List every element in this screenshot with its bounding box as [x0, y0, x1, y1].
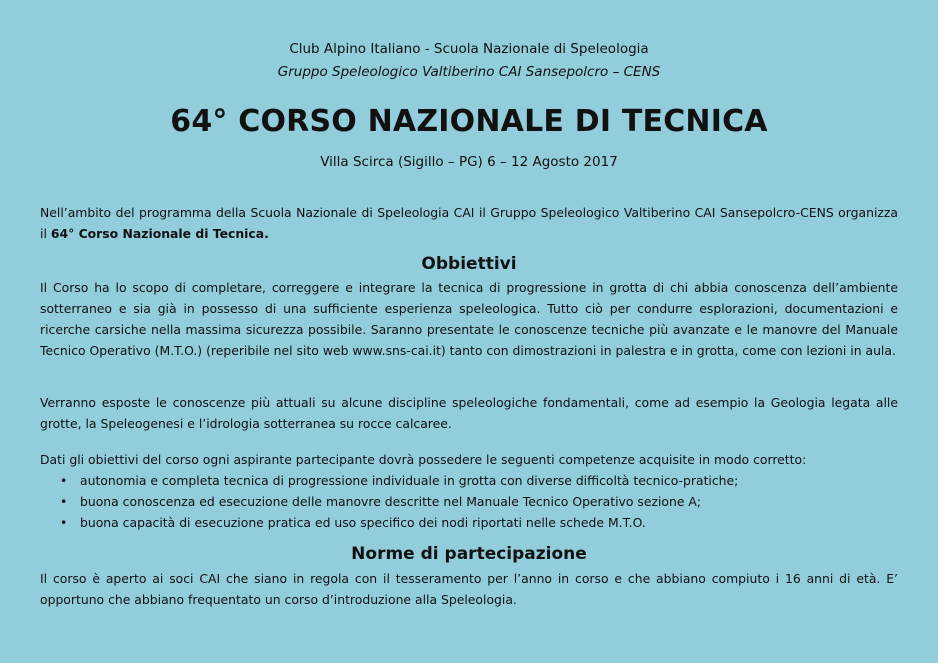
page-title: 64° CORSO NAZIONALE DI TECNICA: [170, 104, 768, 139]
list-item: [40, 491, 898, 512]
intro-bold-text: 64° Corso Nazionale di Tecnica.: [50, 226, 269, 241]
intro-text: Nell’ambito del programma della Scuola Nazionale di Speleologia CAI il Gruppo Speleologico Valtiberino CAI Sansepolcro-CENS organizza il: [40, 205, 898, 241]
bullet-icon: •: [60, 494, 68, 509]
competence-list: [40, 470, 898, 533]
list-item-text: autonomia e completa tecnica di progressione individuale in grotta con diverse difficoltà tecnico-pratiche;: [80, 473, 739, 488]
norme-paragraph: Il corso è aperto ai soci CAI che siano in regola con il tesseramento per l’anno in corso e che abbiano compiuto i 16 anni di età. E’ opportuno che abbiano frequentato un corso d’introduzione alla Speleologia.: [40, 571, 898, 607]
group-line: Gruppo Speleologico Valtiberino CAI Sansepolcro – CENS: [277, 64, 661, 80]
list-item-text: buona capacità di esecuzione pratica ed uso specifico dei nodi riportati nelle schede M.T.O.: [80, 515, 646, 530]
organization-line: Club Alpino Italiano - Scuola Nazionale di Speleologia: [289, 41, 649, 57]
obiettivi-heading: Obbiettivi: [421, 254, 517, 274]
intro-paragraph: [40, 202, 898, 244]
list-item-text: buona conoscenza ed esecuzione delle manovre descritte nel Manuale Tecnico Operativo sezione A;: [80, 494, 702, 509]
bullet-icon: •: [60, 515, 68, 530]
bullet-icon: •: [60, 473, 68, 488]
list-item: [40, 512, 898, 533]
obiettivi-paragraph-2: Verranno esposte le conoscenze più attuali su alcune discipline speleologiche fondamentali, come ad esempio la Geologia legata alle grotte, la Speleogenesi e l’idrologia sotterranea su rocce calcaree.: [40, 395, 898, 431]
obiettivi-paragraph-1: Il Corso ha lo scopo di completare, correggere e integrare la tecnica di progressione in grotta di chi abbia conoscenza dell’ambiente sotterraneo e sia già in possesso di una sufficiente esperienza speleologica. Tutto ciò per condurre esplorazioni, documentazioni e ricerche carsiche nella massima sicurezza possibile. Saranno presentate le conoscenze tecniche più avanzate e le manovre del Manuale Tecnico Operativo (M.T.O.) (reperibile nel sito web www.sns-cai.it) tanto con dimostrazioni in palestra e in grotta, come con lezioni in aula.: [40, 280, 898, 358]
location-date: Villa Scirca (Sigillo – PG) 6 – 12 Agosto 2017: [320, 154, 618, 170]
norme-heading: Norme di partecipazione: [351, 544, 587, 564]
list-item: [40, 470, 898, 491]
obiettivi-paragraph-3: Dati gli obiettivi del corso ogni aspirante partecipante dovrà possedere le seguenti competenze acquisite in modo corretto:: [40, 452, 807, 467]
